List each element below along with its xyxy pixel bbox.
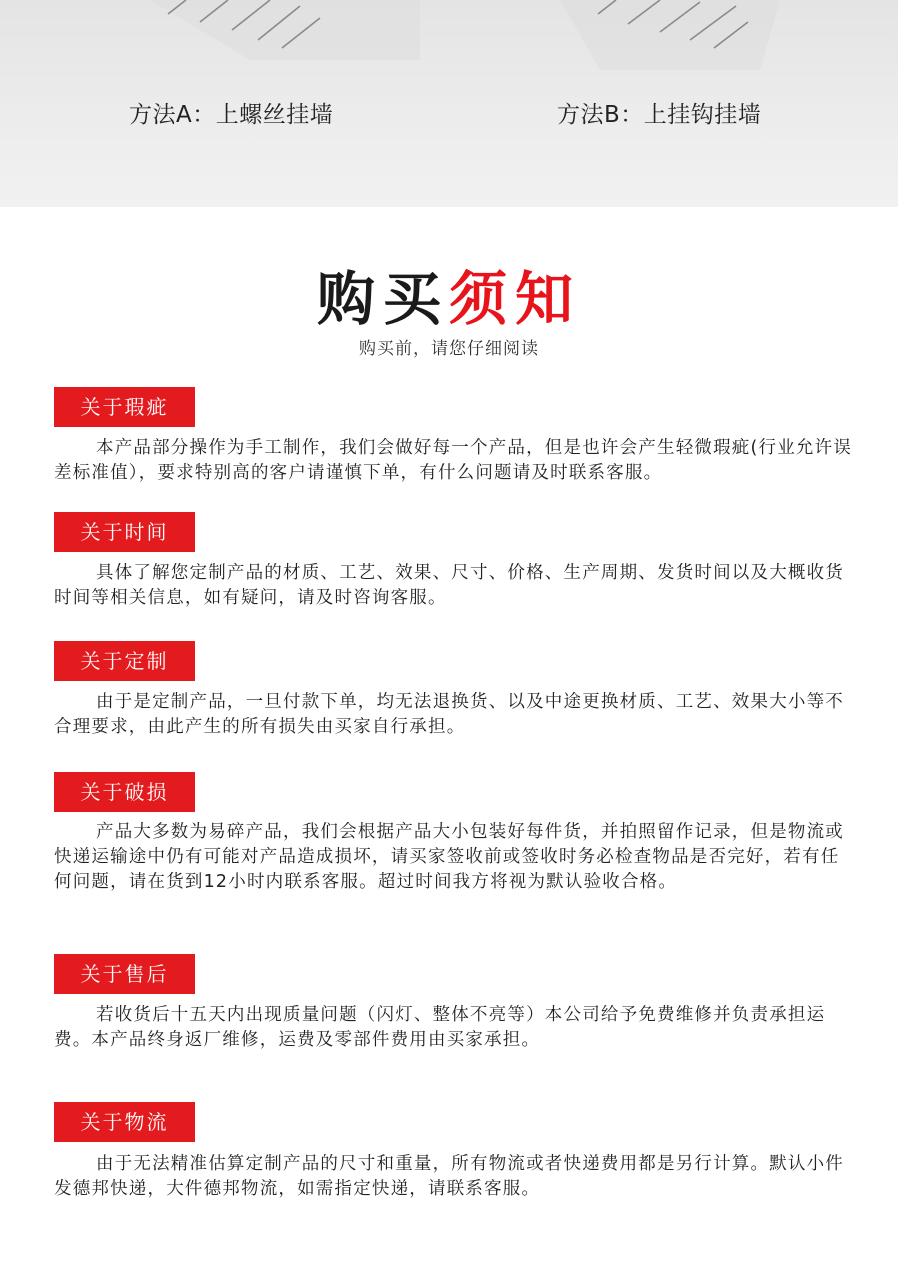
method-a-label: 方法A：上螺丝挂墙 xyxy=(129,102,334,128)
page-subtitle: 购买前，请您仔细阅读 xyxy=(359,339,539,359)
section-label-time: 关于时间 xyxy=(54,512,195,552)
page-title-part1: 购买 xyxy=(316,265,449,333)
section-label-defects: 关于瑕疵 xyxy=(54,387,195,427)
section-text-time: 具体了解您定制产品的材质、工艺、效果、尺寸、价格、生产周期、发货时间以及大概收货时间等相关信息，如有疑问，请及时咨询客服。 xyxy=(54,563,844,608)
section-text-damage: 产品大多数为易碎产品，我们会根据产品大小包装好每件货，并拍照留作记录，但是物流或快递运输途中仍有可能对产品造成损坏，请买家签收前或签收时务必检查物品是否完好，若有任何问题，请在货到12小时内联系客服。超过时间我方将视为默认验收合格。 xyxy=(54,822,844,892)
method-b-label: 方法B：上挂钩挂墙 xyxy=(557,102,762,128)
section-text-after-sales: 若收货后十五天内出现质量问题（闪灯、整体不亮等）本公司给予免费维修并负责承担运费。本产品终身返厂维修，运费及零部件费用由买家承担。 xyxy=(54,1005,826,1050)
page-title-part2: 须知 xyxy=(449,265,582,333)
page-title xyxy=(0,263,898,335)
section-label-damage: 关于破损 xyxy=(54,772,195,812)
section-text-logistics: 由于无法精准估算定制产品的尺寸和重量，所有物流或者快递费用都是另行计算。默认小件发德邦快递，大件德邦物流，如需指定快递，请联系客服。 xyxy=(54,1154,844,1199)
section-text-customization: 由于是定制产品，一旦付款下单，均无法退换货、以及中途更换材质、工艺、效果大小等不合理要求，由此产生的所有损失由买家自行承担。 xyxy=(54,692,844,737)
section-text-defects: 本产品部分操作为手工制作，我们会做好每一个产品，但是也许会产生轻微瑕疵(行业允许误差标准值），要求特别高的客户请谨慎下单，有什么问题请及时联系客服。 xyxy=(54,438,853,483)
mounting-methods-banner xyxy=(0,0,898,207)
section-label-customization: 关于定制 xyxy=(54,641,195,681)
section-label-after-sales: 关于售后 xyxy=(54,954,195,994)
section-label-logistics: 关于物流 xyxy=(54,1102,195,1142)
